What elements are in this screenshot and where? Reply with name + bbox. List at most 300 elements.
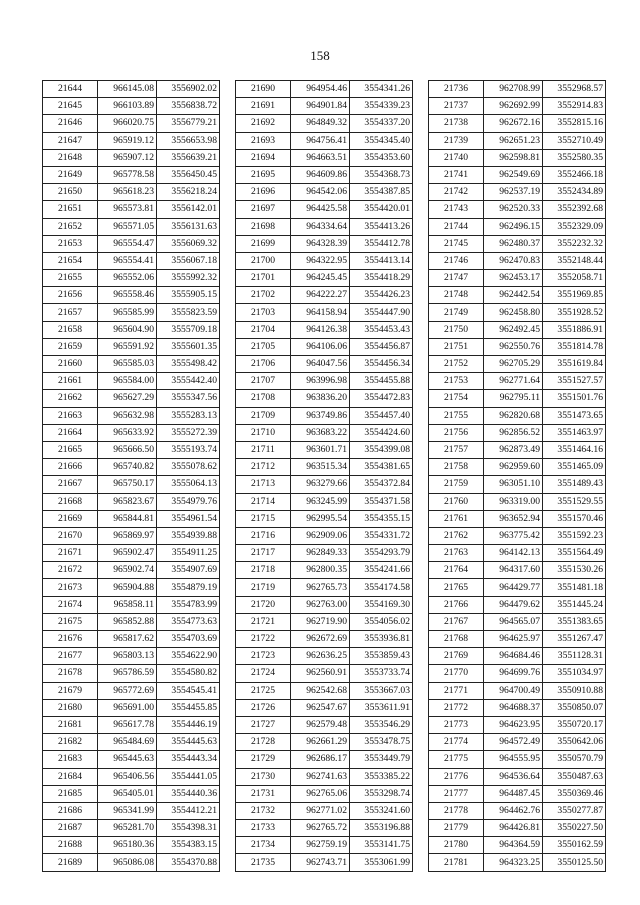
point-id-cell: 21776: [429, 768, 484, 785]
y-coordinate-cell: 3553478.75: [350, 734, 413, 751]
x-coordinate-cell: 964429.77: [484, 579, 543, 596]
y-coordinate-cell: 3554783.99: [157, 596, 220, 613]
y-coordinate-cell: 3553061.99: [350, 854, 413, 871]
page-number: 158: [310, 48, 330, 63]
y-coordinate-cell: 3550570.79: [543, 751, 606, 768]
table-row: [43, 802, 220, 819]
point-id-cell: 21685: [43, 785, 98, 802]
table-row: [236, 338, 413, 355]
table-row: [429, 820, 606, 837]
point-id-cell: 21720: [236, 596, 291, 613]
x-coordinate-cell: 965584.00: [98, 373, 157, 390]
table-row: [236, 665, 413, 682]
point-id-cell: 21740: [429, 149, 484, 166]
point-id-cell: 21681: [43, 716, 98, 733]
y-coordinate-cell: 3554456.34: [350, 356, 413, 373]
y-coordinate-cell: 3555193.74: [157, 441, 220, 458]
y-coordinate-cell: 3555709.18: [157, 321, 220, 338]
y-coordinate-cell: 3554293.79: [350, 545, 413, 562]
y-coordinate-cell: 3553667.03: [350, 682, 413, 699]
y-coordinate-cell: 3554445.63: [157, 734, 220, 751]
point-id-cell: 21775: [429, 751, 484, 768]
y-coordinate-cell: 3555498.42: [157, 356, 220, 373]
table-row: [236, 356, 413, 373]
point-id-cell: 21757: [429, 441, 484, 458]
point-id-cell: 21684: [43, 768, 98, 785]
table-row: [43, 321, 220, 338]
table-row: [236, 321, 413, 338]
x-coordinate-cell: 962771.64: [484, 373, 543, 390]
y-coordinate-cell: 3552148.44: [543, 252, 606, 269]
point-id-cell: 21649: [43, 166, 98, 183]
x-coordinate-cell: 965691.00: [98, 699, 157, 716]
point-id-cell: 21663: [43, 407, 98, 424]
y-coordinate-cell: 3554174.58: [350, 579, 413, 596]
point-id-cell: 21756: [429, 424, 484, 441]
point-id-cell: 21767: [429, 613, 484, 630]
x-coordinate-cell: 965484.69: [98, 734, 157, 751]
y-coordinate-cell: 3554169.30: [350, 596, 413, 613]
x-coordinate-cell: 963749.86: [291, 407, 350, 424]
point-id-cell: 21667: [43, 476, 98, 493]
table-row: [236, 527, 413, 544]
y-coordinate-cell: 3552392.68: [543, 201, 606, 218]
table-row: [236, 699, 413, 716]
y-coordinate-cell: 3554457.40: [350, 407, 413, 424]
table-row: [43, 562, 220, 579]
x-coordinate-cell: 964328.39: [291, 235, 350, 252]
table-row: [43, 768, 220, 785]
x-coordinate-cell: 962856.52: [484, 424, 543, 441]
point-id-cell: 21693: [236, 132, 291, 149]
point-id-cell: 21674: [43, 596, 98, 613]
x-coordinate-cell: 965633.92: [98, 424, 157, 441]
table-row: [236, 98, 413, 115]
point-id-cell: 21746: [429, 252, 484, 269]
y-coordinate-cell: 3550277.87: [543, 802, 606, 819]
y-coordinate-cell: 3552914.83: [543, 98, 606, 115]
y-coordinate-cell: 3554911.25: [157, 545, 220, 562]
table-row: [236, 201, 413, 218]
table-row: [43, 424, 220, 441]
point-id-cell: 21653: [43, 235, 98, 252]
y-coordinate-cell: 3555442.40: [157, 373, 220, 390]
table-row: [429, 132, 606, 149]
x-coordinate-cell: 962763.00: [291, 596, 350, 613]
table-row: [429, 149, 606, 166]
x-coordinate-cell: 965617.78: [98, 716, 157, 733]
x-coordinate-cell: 964555.95: [484, 751, 543, 768]
y-coordinate-cell: 3553611.91: [350, 699, 413, 716]
y-coordinate-cell: 3551465.09: [543, 459, 606, 476]
y-coordinate-cell: 3554472.83: [350, 390, 413, 407]
table-row: [236, 682, 413, 699]
y-coordinate-cell: 3554383.15: [157, 837, 220, 854]
x-coordinate-cell: 964536.64: [484, 768, 543, 785]
point-id-cell: 21647: [43, 132, 98, 149]
point-id-cell: 21690: [236, 81, 291, 98]
point-id-cell: 21666: [43, 459, 98, 476]
y-coordinate-cell: 3556131.63: [157, 218, 220, 235]
table-row: [429, 613, 606, 630]
x-coordinate-cell: 964425.58: [291, 201, 350, 218]
table-row: [429, 390, 606, 407]
x-coordinate-cell: 964954.46: [291, 81, 350, 98]
table-row: [429, 854, 606, 871]
y-coordinate-cell: 3552466.18: [543, 166, 606, 183]
point-id-cell: 21713: [236, 476, 291, 493]
x-coordinate-cell: 964565.07: [484, 613, 543, 630]
point-id-cell: 21745: [429, 235, 484, 252]
y-coordinate-cell: 3551592.23: [543, 527, 606, 544]
y-coordinate-cell: 3553936.81: [350, 631, 413, 648]
y-coordinate-cell: 3554456.87: [350, 338, 413, 355]
x-coordinate-cell: 962795.11: [484, 390, 543, 407]
x-coordinate-cell: 965554.47: [98, 235, 157, 252]
y-coordinate-cell: 3554399.08: [350, 441, 413, 458]
x-coordinate-cell: 964663.51: [291, 149, 350, 166]
table-row: [429, 287, 606, 304]
table-row: [429, 407, 606, 424]
table-row: [43, 613, 220, 630]
point-id-cell: 21734: [236, 837, 291, 854]
x-coordinate-cell: 962686.17: [291, 751, 350, 768]
x-coordinate-cell: 964322.95: [291, 252, 350, 269]
point-id-cell: 21700: [236, 252, 291, 269]
point-id-cell: 21729: [236, 751, 291, 768]
point-id-cell: 21714: [236, 493, 291, 510]
table-row: [236, 820, 413, 837]
point-id-cell: 21705: [236, 338, 291, 355]
x-coordinate-cell: 965618.23: [98, 184, 157, 201]
y-coordinate-cell: 3553298.74: [350, 785, 413, 802]
x-coordinate-cell: 965604.90: [98, 321, 157, 338]
table-row: [429, 562, 606, 579]
point-id-cell: 21696: [236, 184, 291, 201]
point-id-cell: 21656: [43, 287, 98, 304]
y-coordinate-cell: 3554446.19: [157, 716, 220, 733]
x-coordinate-cell: 965852.88: [98, 613, 157, 630]
x-coordinate-cell: 963245.99: [291, 493, 350, 510]
table-row: [429, 545, 606, 562]
point-id-cell: 21753: [429, 373, 484, 390]
point-id-cell: 21683: [43, 751, 98, 768]
point-id-cell: 21676: [43, 631, 98, 648]
table-row: [236, 390, 413, 407]
x-coordinate-cell: 962560.91: [291, 665, 350, 682]
point-id-cell: 21651: [43, 201, 98, 218]
table-row: [43, 820, 220, 837]
y-coordinate-cell: 3553546.29: [350, 716, 413, 733]
coordinate-table-1: [42, 80, 220, 872]
y-coordinate-cell: 3552815.16: [543, 115, 606, 132]
x-coordinate-cell: 962959.60: [484, 459, 543, 476]
table-row: [236, 545, 413, 562]
point-id-cell: 21654: [43, 252, 98, 269]
y-coordinate-cell: 3556902.02: [157, 81, 220, 98]
x-coordinate-cell: 962458.80: [484, 304, 543, 321]
coordinate-table-2: [235, 80, 413, 872]
point-id-cell: 21658: [43, 321, 98, 338]
point-id-cell: 21770: [429, 665, 484, 682]
table-row: [236, 459, 413, 476]
table-row: [236, 235, 413, 252]
table-row: [43, 252, 220, 269]
table-row: [429, 184, 606, 201]
point-id-cell: 21672: [43, 562, 98, 579]
x-coordinate-cell: 962480.37: [484, 235, 543, 252]
x-coordinate-cell: 965180.36: [98, 837, 157, 854]
point-id-cell: 21765: [429, 579, 484, 596]
table-row: [429, 837, 606, 854]
point-id-cell: 21716: [236, 527, 291, 544]
x-coordinate-cell: 964245.45: [291, 270, 350, 287]
table-row: [43, 734, 220, 751]
x-coordinate-cell: 965405.01: [98, 785, 157, 802]
table-row: [429, 802, 606, 819]
y-coordinate-cell: 3554879.19: [157, 579, 220, 596]
y-coordinate-cell: 3556838.72: [157, 98, 220, 115]
y-coordinate-cell: 3553241.60: [350, 802, 413, 819]
point-id-cell: 21712: [236, 459, 291, 476]
point-id-cell: 21723: [236, 648, 291, 665]
point-id-cell: 21657: [43, 304, 98, 321]
y-coordinate-cell: 3554056.02: [350, 613, 413, 630]
point-id-cell: 21673: [43, 579, 98, 596]
table-row: [43, 338, 220, 355]
x-coordinate-cell: 965552.06: [98, 270, 157, 287]
table-row: [236, 287, 413, 304]
point-id-cell: 21691: [236, 98, 291, 115]
table-row: [43, 493, 220, 510]
y-coordinate-cell: 3552710.49: [543, 132, 606, 149]
y-coordinate-cell: 3556142.01: [157, 201, 220, 218]
x-coordinate-cell: 965740.82: [98, 459, 157, 476]
point-id-cell: 21741: [429, 166, 484, 183]
point-id-cell: 21660: [43, 356, 98, 373]
y-coordinate-cell: 3554420.01: [350, 201, 413, 218]
y-coordinate-cell: 3550910.88: [543, 682, 606, 699]
x-coordinate-cell: 962909.06: [291, 527, 350, 544]
x-coordinate-cell: 962765.06: [291, 785, 350, 802]
y-coordinate-cell: 3554773.63: [157, 613, 220, 630]
x-coordinate-cell: 962873.49: [484, 441, 543, 458]
table-row: [236, 252, 413, 269]
y-coordinate-cell: 3550720.17: [543, 716, 606, 733]
x-coordinate-cell: 963996.98: [291, 373, 350, 390]
point-id-cell: 21759: [429, 476, 484, 493]
table-row: [43, 854, 220, 871]
table-row: [429, 648, 606, 665]
y-coordinate-cell: 3554368.73: [350, 166, 413, 183]
x-coordinate-cell: 962537.19: [484, 184, 543, 201]
x-coordinate-cell: 962705.29: [484, 356, 543, 373]
point-id-cell: 21727: [236, 716, 291, 733]
point-id-cell: 21689: [43, 854, 98, 871]
y-coordinate-cell: 3550642.06: [543, 734, 606, 751]
y-coordinate-cell: 3552968.57: [543, 81, 606, 98]
y-coordinate-cell: 3556653.98: [157, 132, 220, 149]
point-id-cell: 21709: [236, 407, 291, 424]
x-coordinate-cell: 965406.56: [98, 768, 157, 785]
table-row: [43, 98, 220, 115]
x-coordinate-cell: 965571.05: [98, 218, 157, 235]
x-coordinate-cell: 962719.90: [291, 613, 350, 630]
table-row: [429, 252, 606, 269]
y-coordinate-cell: 3551529.55: [543, 493, 606, 510]
y-coordinate-cell: 3552058.71: [543, 270, 606, 287]
table-row: [43, 631, 220, 648]
table-row: [429, 596, 606, 613]
x-coordinate-cell: 964623.95: [484, 716, 543, 733]
x-coordinate-cell: 962741.63: [291, 768, 350, 785]
x-coordinate-cell: 962492.45: [484, 321, 543, 338]
point-id-cell: 21686: [43, 802, 98, 819]
x-coordinate-cell: 962995.54: [291, 510, 350, 527]
point-id-cell: 21679: [43, 682, 98, 699]
y-coordinate-cell: 3551267.47: [543, 631, 606, 648]
point-id-cell: 21665: [43, 441, 98, 458]
table-row: [43, 235, 220, 252]
table-row: [429, 751, 606, 768]
x-coordinate-cell: 964426.81: [484, 820, 543, 837]
y-coordinate-cell: 3554387.85: [350, 184, 413, 201]
y-coordinate-cell: 3554440.36: [157, 785, 220, 802]
y-coordinate-cell: 3550227.50: [543, 820, 606, 837]
point-id-cell: 21702: [236, 287, 291, 304]
x-coordinate-cell: 962520.33: [484, 201, 543, 218]
table-row: [236, 596, 413, 613]
point-id-cell: 21736: [429, 81, 484, 98]
y-coordinate-cell: 3554455.85: [157, 699, 220, 716]
table-row: [43, 115, 220, 132]
table-row: [236, 510, 413, 527]
x-coordinate-cell: 965632.98: [98, 407, 157, 424]
x-coordinate-cell: 965904.88: [98, 579, 157, 596]
point-id-cell: 21726: [236, 699, 291, 716]
table-row: [236, 751, 413, 768]
x-coordinate-cell: 962849.33: [291, 545, 350, 562]
x-coordinate-cell: 964222.27: [291, 287, 350, 304]
table-row: [43, 149, 220, 166]
table-row: [236, 476, 413, 493]
point-id-cell: 21718: [236, 562, 291, 579]
y-coordinate-cell: 3554703.69: [157, 631, 220, 648]
point-id-cell: 21772: [429, 699, 484, 716]
x-coordinate-cell: 964684.46: [484, 648, 543, 665]
table-row: [43, 132, 220, 149]
y-coordinate-cell: 3552580.35: [543, 149, 606, 166]
y-coordinate-cell: 3555283.13: [157, 407, 220, 424]
y-coordinate-cell: 3554545.41: [157, 682, 220, 699]
y-coordinate-cell: 3554961.54: [157, 510, 220, 527]
y-coordinate-cell: 3552232.32: [543, 235, 606, 252]
table-row: [43, 648, 220, 665]
y-coordinate-cell: 3554241.66: [350, 562, 413, 579]
table-row: [236, 768, 413, 785]
y-coordinate-cell: 3551464.16: [543, 441, 606, 458]
y-coordinate-cell: 3556639.21: [157, 149, 220, 166]
point-id-cell: 21751: [429, 338, 484, 355]
table-row: [43, 682, 220, 699]
table-row: [43, 699, 220, 716]
table-row: [429, 699, 606, 716]
table-row: [43, 287, 220, 304]
point-id-cell: 21677: [43, 648, 98, 665]
x-coordinate-cell: 964158.94: [291, 304, 350, 321]
point-id-cell: 21652: [43, 218, 98, 235]
y-coordinate-cell: 3554398.31: [157, 820, 220, 837]
point-id-cell: 21769: [429, 648, 484, 665]
x-coordinate-cell: 966103.89: [98, 98, 157, 115]
point-id-cell: 21688: [43, 837, 98, 854]
point-id-cell: 21659: [43, 338, 98, 355]
y-coordinate-cell: 3554424.60: [350, 424, 413, 441]
point-id-cell: 21725: [236, 682, 291, 699]
point-id-cell: 21742: [429, 184, 484, 201]
point-id-cell: 21664: [43, 424, 98, 441]
point-id-cell: 21670: [43, 527, 98, 544]
point-id-cell: 21675: [43, 613, 98, 630]
x-coordinate-cell: 964462.76: [484, 802, 543, 819]
table-row: [236, 562, 413, 579]
x-coordinate-cell: 962708.99: [484, 81, 543, 98]
point-id-cell: 21747: [429, 270, 484, 287]
y-coordinate-cell: 3554355.15: [350, 510, 413, 527]
y-coordinate-cell: 3554447.90: [350, 304, 413, 321]
x-coordinate-cell: 962496.15: [484, 218, 543, 235]
point-id-cell: 21752: [429, 356, 484, 373]
table-row: [236, 407, 413, 424]
point-id-cell: 21773: [429, 716, 484, 733]
point-id-cell: 21698: [236, 218, 291, 235]
x-coordinate-cell: 964849.32: [291, 115, 350, 132]
point-id-cell: 21768: [429, 631, 484, 648]
point-id-cell: 21668: [43, 493, 98, 510]
y-coordinate-cell: 3551886.91: [543, 321, 606, 338]
table-row: [429, 527, 606, 544]
point-id-cell: 21687: [43, 820, 98, 837]
x-coordinate-cell: 962765.72: [291, 820, 350, 837]
x-coordinate-cell: 965778.58: [98, 166, 157, 183]
table-row: [43, 751, 220, 768]
y-coordinate-cell: 3551463.97: [543, 424, 606, 441]
table-row: [43, 596, 220, 613]
point-id-cell: 21780: [429, 837, 484, 854]
point-id-cell: 21650: [43, 184, 98, 201]
table-row: [43, 373, 220, 390]
y-coordinate-cell: 3555992.32: [157, 270, 220, 287]
table-row: [43, 837, 220, 854]
table-row: [236, 184, 413, 201]
table-row: [236, 854, 413, 871]
point-id-cell: 21680: [43, 699, 98, 716]
point-id-cell: 21735: [236, 854, 291, 871]
x-coordinate-cell: 965591.92: [98, 338, 157, 355]
x-coordinate-cell: 962542.68: [291, 682, 350, 699]
table-row: [429, 734, 606, 751]
table-row: [429, 785, 606, 802]
point-id-cell: 21760: [429, 493, 484, 510]
x-coordinate-cell: 964364.59: [484, 837, 543, 854]
table-row: [429, 321, 606, 338]
table-row: [236, 441, 413, 458]
table-row: [43, 665, 220, 682]
x-coordinate-cell: 965750.17: [98, 476, 157, 493]
x-coordinate-cell: 963836.20: [291, 390, 350, 407]
y-coordinate-cell: 3555905.15: [157, 287, 220, 304]
y-coordinate-cell: 3552434.89: [543, 184, 606, 201]
